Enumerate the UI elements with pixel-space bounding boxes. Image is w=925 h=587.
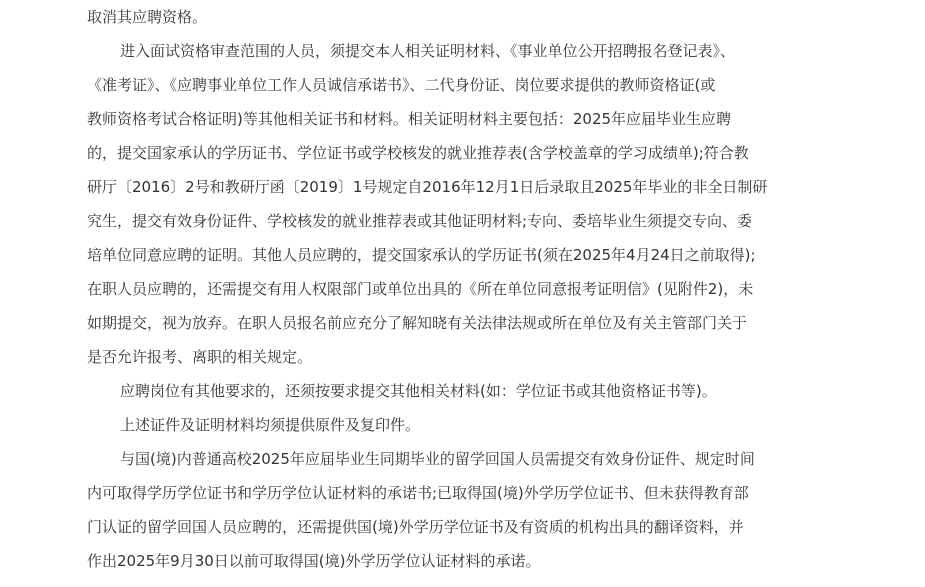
text-line: 取消其应聘资格。 — [87, 8, 208, 26]
text-line: 研厅〔2016〕2号和教研厅函〔2019〕1号规定自2016年12月1日后录取且2025年毕业的非全日制研 — [87, 178, 768, 196]
text-line: 作出2025年9月30日以前可取得国(境)外学历学位认证材料的承诺。 — [87, 552, 541, 570]
text-line: 究生，提交有效身份证件、学校核发的就业推荐表或其他证明材料;专向、委培毕业生须提交专向、委 — [87, 212, 753, 230]
text-line: 内可取得学历学位证书和学历学位认证材料的承诺书;已取得国(境)外学历学位证书、但未获得教育部 — [87, 484, 749, 502]
text-line: 《准考证》、《应聘事业单位工作人员诚信承诺书》、二代身份证、岗位要求提供的教师资格证(或 — [87, 76, 716, 94]
text-line: 是否允许报考、离职的相关规定。 — [87, 348, 313, 366]
text-line: 上述证件及证明材料均须提供原件及复印件。 — [120, 416, 421, 434]
text-line: 应聘岗位有其他要求的，还须按要求提交其他相关材料(如：学位证书或其他资格证书等)。 — [120, 382, 717, 400]
text-line: 与国(境)内普通高校2025年应届毕业生同期毕业的留学回国人员需提交有效身份证件、规定时间 — [120, 450, 755, 468]
text-line: 如期提交，视为放弃。在职人员报名前应充分了解知晓有关法律法规或所在单位及有关主管部门关于 — [87, 314, 748, 332]
text-line: 的，提交国家承认的学历证书、学位证书或学校核发的就业推荐表(含学校盖章的学习成绩单);符合教 — [87, 144, 749, 162]
text-line: 教师资格考试合格证明)等其他相关证书和材料。相关证明材料主要包括：2025年应届毕业生应聘 — [87, 110, 732, 128]
text-line: 进入面试资格审查范围的人员，须提交本人相关证明材料、《事业单位公开招聘报名登记表》、 — [120, 42, 736, 60]
text-line: 在职人员应聘的，还需提交有用人权限部门或单位出具的《所在单位同意报考证明信》(见附件2)，未 — [87, 280, 754, 298]
text-line: 门认证的留学回国人员应聘的，还需提供国(境)外学历学位证书及有资质的机构出具的翻译资料，并 — [87, 518, 744, 536]
article-body — [87, 3, 802, 581]
text-line: 培单位同意应聘的证明。其他人员应聘的，提交国家承认的学历证书(须在2025年4月24日之前取得); — [87, 246, 756, 264]
